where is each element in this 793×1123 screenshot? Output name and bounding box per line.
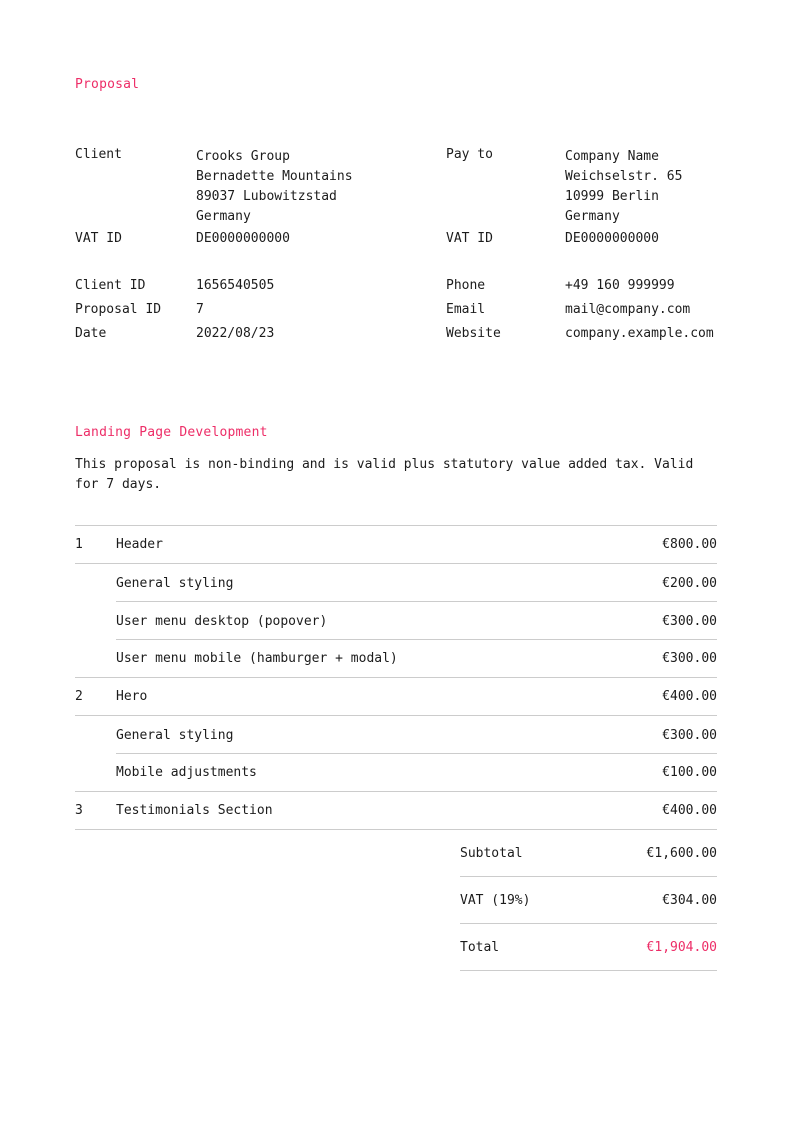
client-meta-rows [75, 274, 446, 346]
payto-contact-rows [446, 274, 717, 346]
proposal-id-label: Proposal ID [75, 302, 162, 317]
subtotal-value: €1,600.00 [646, 845, 717, 861]
table-row [75, 754, 717, 792]
client-vat-value: DE0000000000 [196, 231, 290, 246]
table-row [75, 564, 717, 602]
item-price: €800.00 [662, 537, 717, 552]
vat-row [460, 877, 717, 924]
client-id-value: 1656540505 [196, 278, 275, 293]
total-label: Total [460, 939, 500, 955]
date-label: Date [75, 326, 107, 341]
proposal-id-value: 7 [196, 302, 204, 317]
client-label: Client [75, 147, 122, 162]
item-description: Hero [116, 689, 148, 704]
website-label: Website [446, 326, 501, 341]
item-number: 1 [75, 537, 83, 552]
intro-paragraph: This proposal is non-binding and is valid plus statutory value added tax. Valid for 7 days. [75, 457, 694, 492]
item-price: €400.00 [662, 803, 717, 818]
item-number: 3 [75, 803, 83, 818]
client-id-row [75, 274, 446, 298]
item-number: 2 [75, 689, 83, 704]
phone-value: +49 160 999999 [565, 278, 675, 293]
client-address [196, 147, 353, 227]
proposal-id-row [75, 298, 446, 322]
client-info-column [75, 147, 446, 346]
item-price: €100.00 [662, 765, 717, 780]
item-price: €400.00 [662, 689, 717, 704]
vat-label: VAT (19%) [460, 892, 531, 908]
client-address-line: Germany [196, 209, 251, 224]
document-title: Proposal [75, 77, 140, 92]
vat-value: €304.00 [662, 892, 717, 908]
subtotal-row [460, 830, 717, 877]
date-row [75, 322, 446, 346]
subtotal-label: Subtotal [460, 845, 523, 861]
item-price: €300.00 [662, 727, 717, 743]
email-label: Email [446, 302, 486, 317]
item-price: €200.00 [662, 575, 717, 591]
client-row [75, 147, 446, 227]
table-row [75, 640, 717, 678]
section-heading: Landing Page Development [75, 425, 268, 440]
item-description: Header [116, 537, 163, 552]
client-address-line: 89037 Lubowitzstad [196, 189, 337, 204]
item-description: Mobile adjustments [116, 765, 257, 780]
client-vat-row [75, 227, 446, 251]
email-row [446, 298, 717, 322]
payto-address [565, 147, 682, 227]
table-row [75, 602, 717, 640]
item-description: General styling [116, 575, 234, 591]
client-address-line: Bernadette Mountains [196, 169, 353, 184]
payto-row [446, 147, 717, 227]
payto-label: Pay to [446, 147, 493, 162]
item-description: General styling [116, 727, 234, 743]
item-price: €300.00 [662, 613, 717, 629]
payto-address-line: Weichselstr. 65 [565, 169, 683, 184]
date-value: 2022/08/23 [196, 326, 275, 341]
table-row [75, 716, 717, 754]
website-value: company.example.com [565, 326, 714, 341]
email-value: mail@company.com [565, 302, 691, 317]
client-vat-label: VAT ID [75, 231, 122, 246]
payto-address-line: 10999 Berlin [565, 189, 659, 204]
phone-label: Phone [446, 278, 486, 293]
phone-row [446, 274, 717, 298]
item-description: User menu mobile (hamburger + modal) [116, 651, 398, 666]
line-items-table [75, 525, 717, 830]
total-value: €1,904.00 [646, 939, 717, 955]
item-description: Testimonials Section [116, 803, 273, 818]
total-row [460, 924, 717, 971]
payto-vat-row [446, 227, 717, 251]
client-address-line: Crooks Group [196, 149, 290, 164]
client-id-label: Client ID [75, 278, 146, 293]
table-row [75, 792, 717, 830]
totals-block [460, 830, 717, 971]
website-row [446, 322, 717, 346]
info-section [75, 147, 717, 346]
payto-vat-label: VAT ID [446, 231, 493, 246]
table-row [75, 678, 717, 716]
item-price: €300.00 [662, 651, 717, 666]
payto-info-column [446, 147, 717, 346]
payto-vat-value: DE0000000000 [565, 231, 659, 246]
item-description: User menu desktop (popover) [116, 613, 328, 629]
table-row [75, 526, 717, 564]
payto-address-line: Company Name [565, 149, 659, 164]
payto-address-line: Germany [565, 209, 620, 224]
